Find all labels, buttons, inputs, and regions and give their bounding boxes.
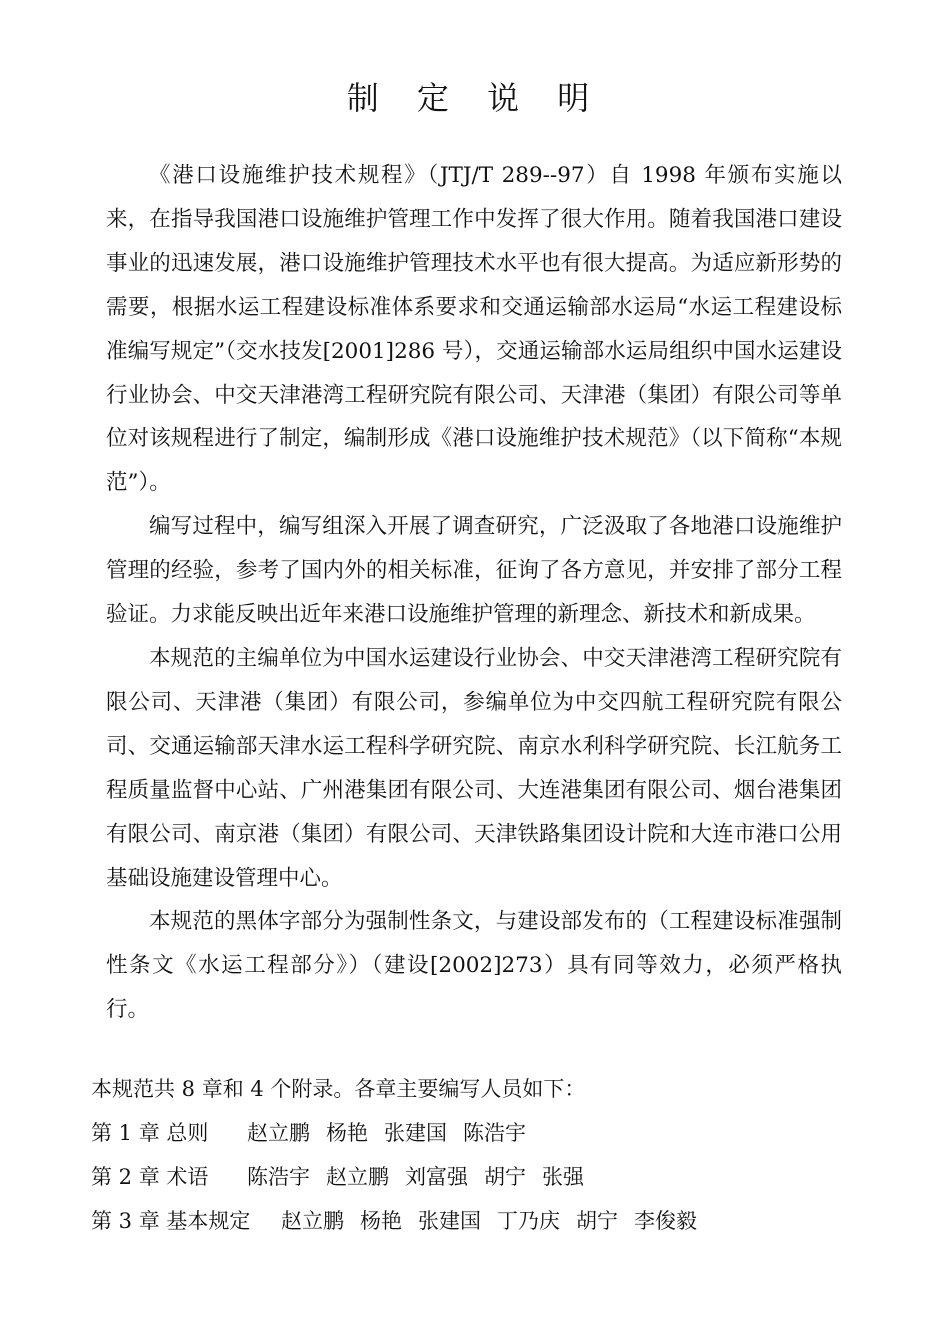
- author-name: 赵立鹏: [326, 1164, 389, 1189]
- author-name: 陈浩宇: [247, 1164, 310, 1189]
- chapter-label: 第 1 章 总则: [91, 1120, 209, 1145]
- author-name: 丁乃庆: [497, 1208, 560, 1233]
- paragraph-intro: 《港口设施维护技术规程》（JTJ/T 289--97）自 1998 年颁布实施以来，在指导我国港口设施维护管理工作中发挥了很大作用。随着我国港口建设事业的迅速发展，港口设施维护管理技术水平也有很大提高。为适应新形势的需要，根据水运工程建设标准体系要求和交通运输部水运局“水运工程建设标准编写规定”（交水技发[2001]286 号），交通运输部水运局组织中国水运建设行业协会、中交天津港湾工程研究院有限公司、天津港（集团）有限公司等单位对该规程进行了制定，编制形成《港口设施维护技术规范》（以下简称“本规范”）。: [106, 163, 842, 496]
- chapter-label: 第 3 章 基本规定: [91, 1208, 251, 1233]
- author-name: 胡宁: [484, 1164, 526, 1189]
- document-body: [106, 154, 842, 1032]
- paragraph-process: 编写过程中，编写组深入开展了调查研究，广泛汲取了各地港口设施维护管理的经验，参考了国内外的相关标准，征询了各方意见，并安排了部分工程验证。力求能反映出近年来港口设施维护管理的新理念、新技术和新成果。: [106, 514, 842, 628]
- author-name: 陈浩宇: [463, 1120, 526, 1145]
- chapter-row-1: [91, 1112, 871, 1156]
- paragraph-mandatory: 本规范的黑体字部分为强制性条文，与建设部发布的（工程建设标准强制性条文《水运工程部分》）（建设[2002]273）具有同等效力，必须严格执行。: [106, 909, 842, 1023]
- chapter-row-3: [91, 1200, 871, 1244]
- author-names: [247, 1156, 584, 1200]
- author-name: 杨艳: [326, 1120, 368, 1145]
- author-name: 赵立鹏: [281, 1208, 344, 1233]
- author-name: 李俊毅: [634, 1208, 697, 1233]
- authors-intro: 本规范共 8 章和 4 个附录。各章主要编写人员如下：: [91, 1077, 586, 1101]
- author-name: 张强: [542, 1164, 584, 1189]
- author-name: 张建国: [384, 1120, 447, 1145]
- author-name: 赵立鹏: [247, 1120, 310, 1145]
- author-name: 刘富强: [405, 1164, 468, 1189]
- author-name: 张建国: [418, 1208, 481, 1233]
- chapter-label: 第 2 章 术语: [91, 1164, 209, 1189]
- authors-section: [91, 1068, 871, 1244]
- author-name: 胡宁: [576, 1208, 618, 1233]
- author-names: [281, 1200, 697, 1244]
- paragraph-units: 本规范的主编单位为中国水运建设行业协会、中交天津港湾工程研究院有限公司、天津港（集团）有限公司，参编单位为中交四航工程研究院有限公司、交通运输部天津水运工程科学研究院、南京水利科学研究院、长江航务工程质量监督中心站、广州港集团有限公司、大连港集团有限公司、烟台港集团有限公司、南京港（集团）有限公司、天津铁路集团设计院和大连市港口公用基础设施建设管理中心。: [106, 645, 842, 891]
- chapter-row-2: [91, 1156, 871, 1200]
- author-name: 杨艳: [360, 1208, 402, 1233]
- page-title: 制 定 说 明: [346, 79, 604, 117]
- author-names: [247, 1112, 526, 1156]
